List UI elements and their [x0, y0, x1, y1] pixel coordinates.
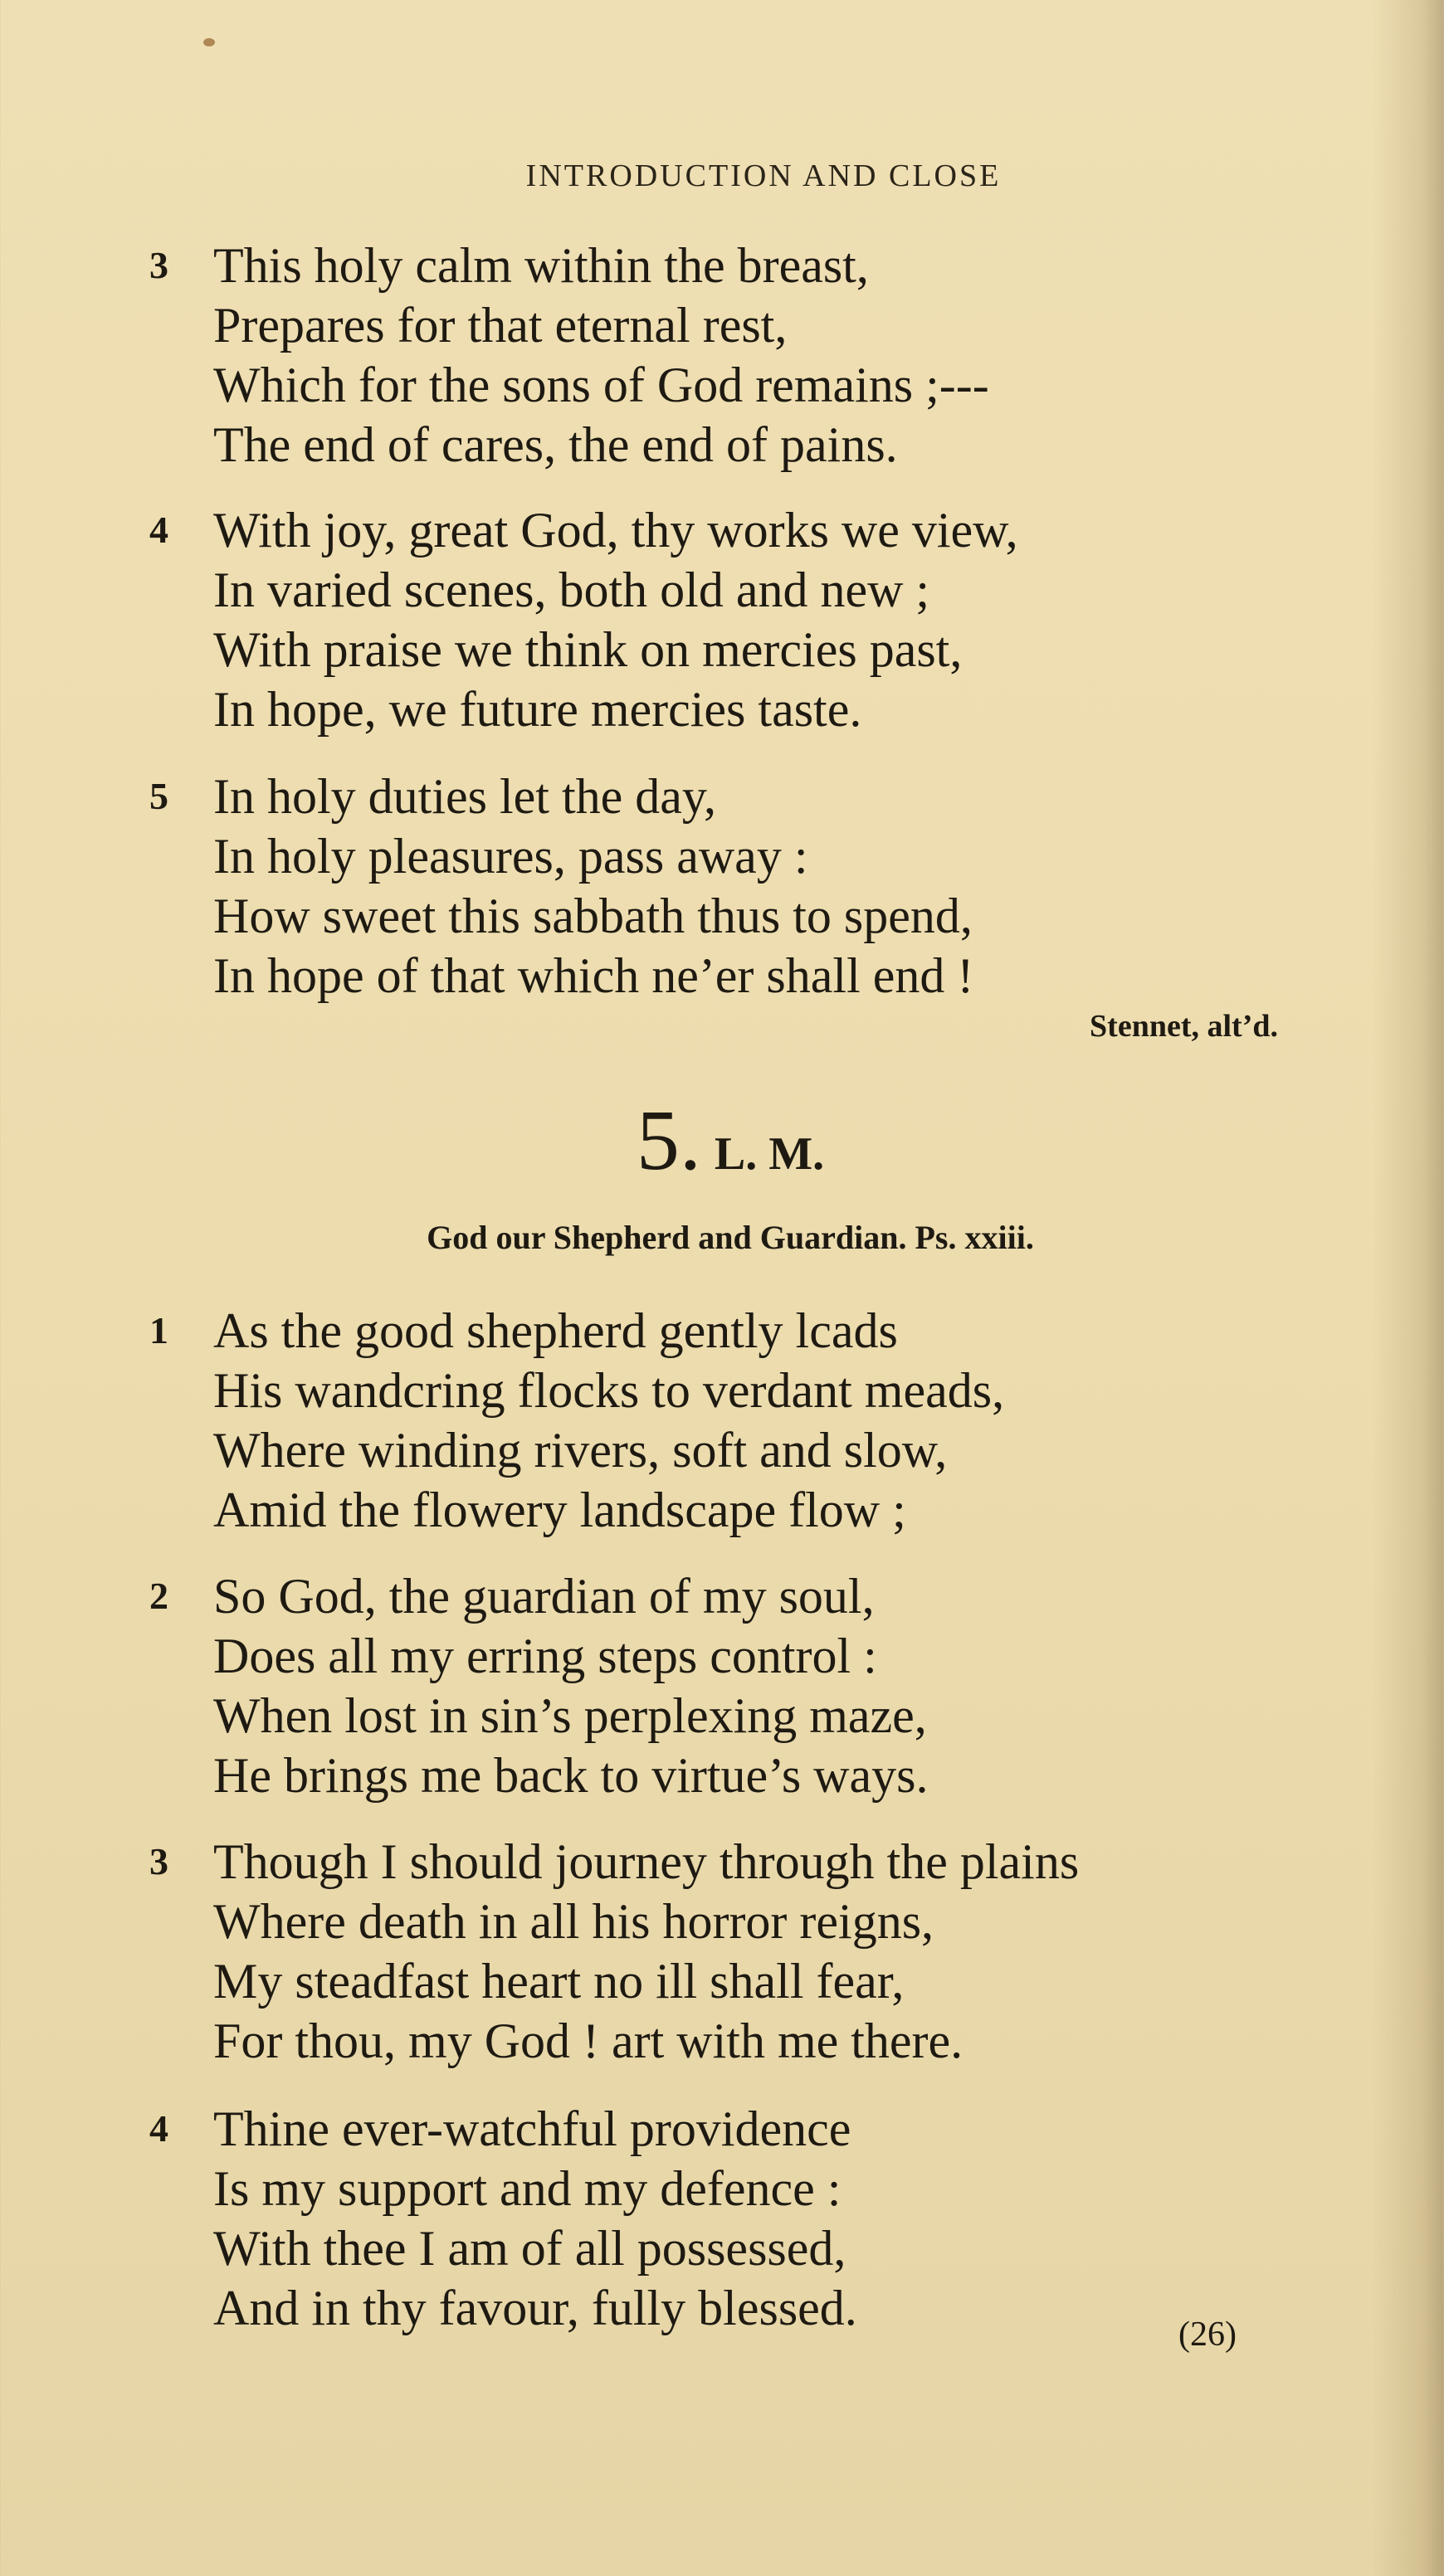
line-text: With joy, great God, thy works we view, — [213, 503, 1018, 558]
line-text: Thine ever-watchful providence — [213, 2101, 851, 2156]
stanza-number: 3 — [149, 1840, 168, 1882]
line-text: When lost in sin’s perplexing maze, — [213, 1688, 927, 1743]
line-text: Where death in all his horror reigns, — [213, 1894, 934, 1949]
hymn-meter: L. M. — [714, 1128, 825, 1180]
line-text: Prepares for that eternal rest, — [213, 298, 788, 353]
hymn-number: 5. — [636, 1093, 701, 1188]
stanza-number: 2 — [149, 1575, 168, 1617]
line-text: Where winding rivers, soft and slow, — [213, 1423, 948, 1478]
stanza-number: 3 — [149, 244, 168, 286]
line-text: Is my support and my defence : — [213, 2161, 842, 2216]
line-text: Does all my erring steps control : — [213, 1629, 877, 1683]
line-text: As the good shepherd gently lcads — [213, 1303, 898, 1358]
line-text: With praise we think on mercies past, — [213, 622, 963, 677]
line-text: In hope, we future mercies taste. — [213, 682, 862, 737]
stanza-number: 4 — [149, 509, 168, 551]
running-head: INTRODUCTION AND CLOSE — [525, 158, 1002, 193]
line-text: My steadfast heart no ill shall fear, — [213, 1954, 905, 2009]
line-text: In hope of that which ne’er shall end ! — [213, 948, 974, 1003]
line-text: Though I should journey through the plains — [213, 1834, 1080, 1889]
line-text: With thee I am of all possessed, — [213, 2221, 846, 2276]
line-text: The end of cares, the end of pains. — [213, 417, 898, 472]
page-number: (26) — [1178, 2315, 1237, 2354]
line-text: In holy duties let the day, — [213, 769, 716, 824]
line-text: In holy pleasures, pass away : — [213, 829, 808, 884]
line-text: Which for the sons of God remains ;--- — [213, 358, 989, 412]
line-text: How sweet this sabbath thus to spend, — [213, 889, 973, 943]
line-text: And in thy favour, fully blessed. — [213, 2281, 857, 2335]
stanza-number: 4 — [149, 2107, 168, 2150]
hymn-subtitle: God our Shepherd and Guardian. Ps. xxiii. — [427, 1219, 1034, 1256]
hymn-title — [0, 1091, 1444, 1190]
author-attribution: Stennet, alt’d. — [1090, 1009, 1278, 1044]
line-text: He brings me back to virtue’s ways. — [213, 1748, 929, 1803]
line-text: For thou, my God ! art with me there. — [213, 2014, 963, 2068]
line-text: In varied scenes, both old and new ; — [213, 562, 930, 617]
line-text: So God, the guardian of my soul, — [213, 1569, 875, 1624]
line-text: Amid the flowery landscape flow ; — [213, 1483, 906, 1537]
stanza-number: 5 — [149, 775, 168, 817]
line-text: His wandcring flocks to verdant meads, — [213, 1363, 1005, 1418]
ink-speck — [203, 38, 215, 46]
stanza-number: 1 — [149, 1309, 168, 1351]
line-text: This holy calm within the breast, — [213, 238, 869, 293]
